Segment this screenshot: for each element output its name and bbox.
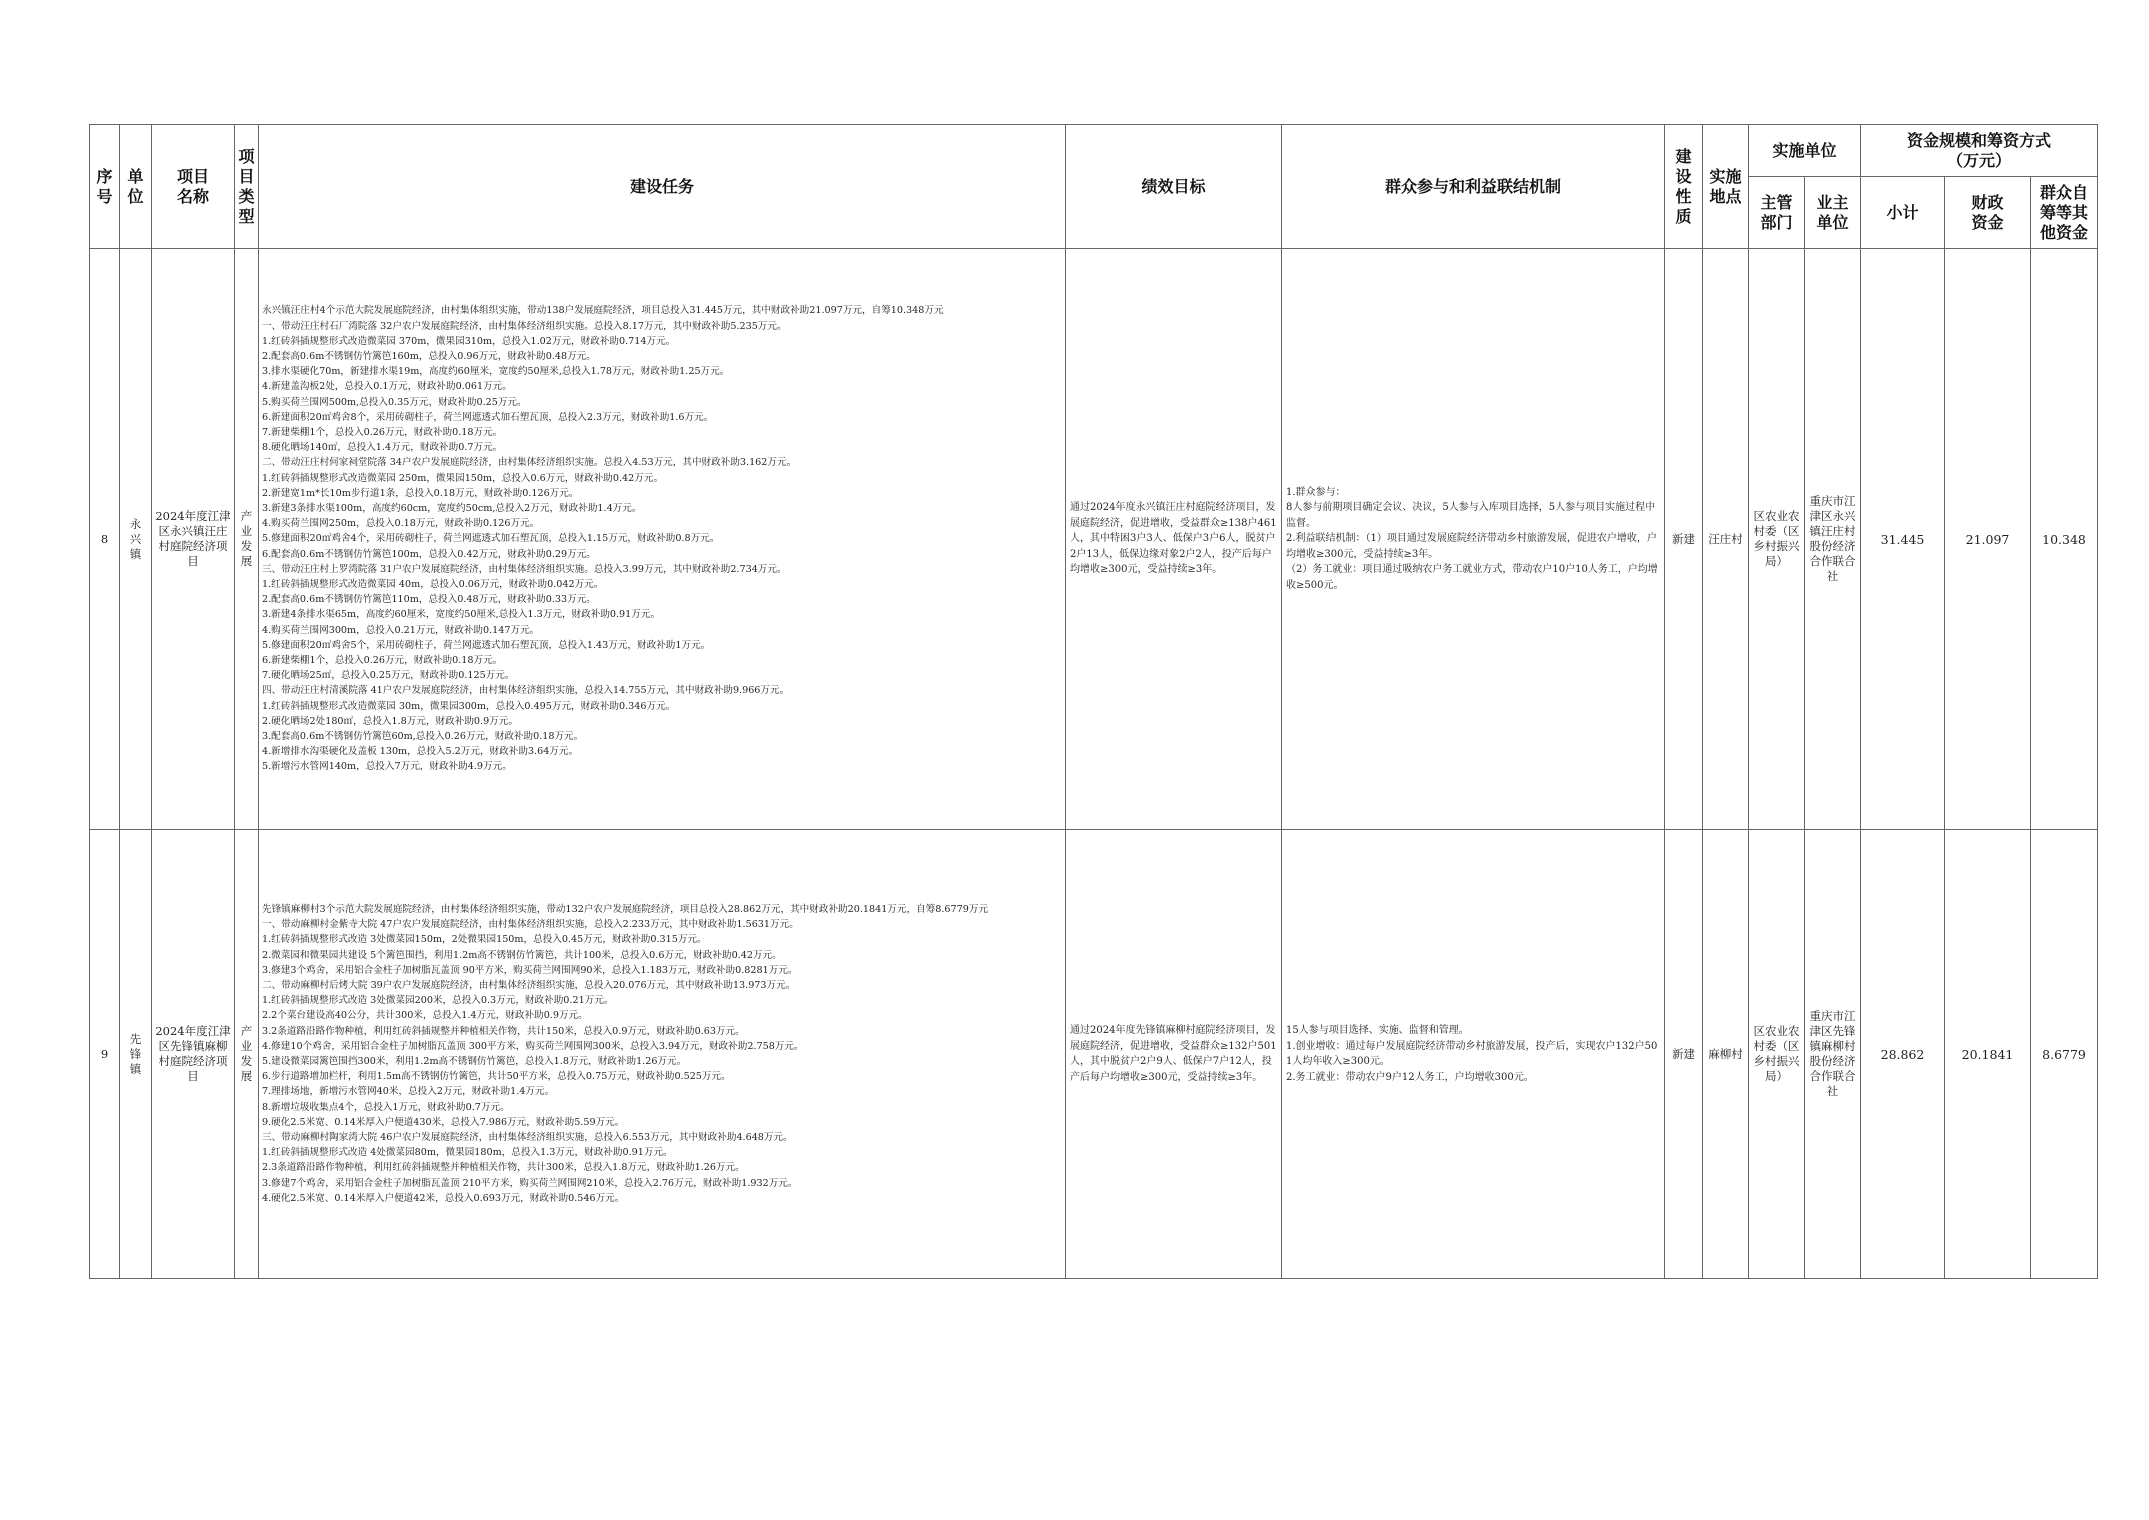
- row-owner: 重庆市江津区永兴镇汪庄村股份经济合作联合社: [1805, 249, 1861, 830]
- table-row: [90, 249, 2098, 830]
- row-fund-fiscal: 20.1841: [1945, 830, 2031, 1279]
- row-task: 先锋镇麻柳村3个示范大院发展庭院经济，由村集体经济组织实施，带动132户农户发展庭院经济，项目总投入28.862万元，其中财政补助20.1841万元，自筹8.6779万元 一、带动麻柳村金紫寺大院 47户农户发展庭院经济，由村集体经济组织实施，总投入2.233万元，其中财政补助1.5631万元。 1.红砖斜插规整形式改造 3处微菜园150m，2处微果园150m，总投入0.45万元，财政补助0.315万元。 2.微菜园和微果园共建设 5个篱笆围挡，利用1.2m高不锈钢仿竹篱笆，共计100米，总投入0.6万元，财政补助0.42万元。 3.修建3个鸡舍，采用铝合金柱子加树脂瓦盖顶 90平方米，购买荷兰网围网90米，总投入1.183万元，财政补助0.8281万元。 二、带动麻柳村后烤大院 39户农户发展庭院经济，由村集体经济组织实施，总投入20.076万元，其中财政补助13.973万元。 1.红砖斜插规整形式改造 3处微菜园200米，总投入0.3万元，财政补助0.21万元。 2.2个菜台建设高40公分，共计300米，总投入1.4万元，财政补助0.9万元。 3.2条道路沿路作物种植，利用红砖斜插规整并种植相关作物，共计150米，总投入0.9万元，财政补助0.63万元。 4.修建10个鸡舍，采用铝合金柱子加树脂瓦盖顶 300平方米，购买荷兰网围网300米，总投入3.94万元，财政补助2.758万元。 5.建设微菜园篱笆围挡300米，利用1.2m高不锈钢仿竹篱笆，总投入1.8万元，财政补助1.26万元。 6.步行道路增加栏杆，利用1.5m高不锈钢仿竹篱笆，共计50平方米，总投入0.75万元，财政补助0.525万元。 7.理排场地，新增污水管网40米，总投入2万元，财政补助1.4万元。 8.新增垃圾收集点4个，总投入1万元，财政补助0.7万元。 9.硬化2.5米宽、0.14米厚入户便道430米，总投入7.986万元，财政补助5.59万元。 三、带动麻柳村陶家湾大院 46户农户发展庭院经济，由村集体经济组织实施，总投入6.553万元，其中财政补助4.648万元。 1.红砖斜插规整形式改造 4处微菜园80m，微果园180m，总投入1.3万元，财政补助0.91万元。 2.3条道路沿路作物种植，利用红砖斜插规整并种植相关作物，共计300米，总投入1.8万元，财政补助1.26万元。 3.修建7个鸡舍，采用铝合金柱子加树脂瓦盖顶 210平方米，购买荷兰网围网210米，总投入2.76万元，财政补助1.932万元。 4.硬化2.5米宽、0.14米厚入户便道42米，总投入0.693万元，财政补助0.546万元。: [259, 830, 1066, 1279]
- header-task: 建设任务: [259, 125, 1066, 249]
- row-mechanism: 1.群众参与： 8人参与前期项目确定会议、决议，5人参与入库项目选择，5人参与项目实施过程中监督。 2.利益联结机制：（1）项目通过发展庭院经济带动乡村旅游发展，促进农户增收，户均增收≥300元，受益持续≥3年。 （2）务工就业：项目通过吸纳农户务工就业方式，带动农户10户10人务工，户均增收≥500元。: [1282, 249, 1665, 830]
- row-dept: 区农业农村委（区乡村振兴局）: [1749, 249, 1805, 830]
- row-dept: 区农业农村委（区乡村振兴局）: [1749, 830, 1805, 1279]
- header-mech: 群众参与和利益联结机制: [1282, 125, 1665, 249]
- header-type: 项目类型: [235, 125, 259, 249]
- row-seq: 8: [90, 249, 120, 830]
- row-fund-total: 31.445: [1861, 249, 1945, 830]
- header-impl-owner: 业主单位: [1805, 177, 1861, 249]
- row-mechanism: 15人参与项目选择、实施、监督和管理。 1.创业增收：通过每户发展庭院经济带动乡村旅游发展，投产后，实现农户132户501人均年收入≥300元。 2.务工就业：带动农户9户12人务工，户均增收300元。: [1282, 830, 1665, 1279]
- row-goal: 通过2024年度先锋镇麻柳村庭院经济项目，发展庭院经济，促进增收，受益群众≥132户501人，其中脱贫户2户9人、低保户7户12人，投产后每户均增收≥300元，受益持续≥3年。: [1066, 830, 1282, 1279]
- header-fund-total: 小计: [1861, 177, 1945, 249]
- row-place: 汪庄村: [1703, 249, 1749, 830]
- row-task: 永兴镇汪庄村4个示范大院发展庭院经济，由村集体组织实施，带动138户发展庭院经济，项目总投入31.445万元，其中财政补助21.097万元，自筹10.348万元 一、带动汪庄村石厂湾院落 32户农户发展庭院经济，由村集体经济组织实施。总投入8.17万元，其中财政补助5.235万元。 1.红砖斜插规整形式改造微菜园 370m，微果园310m，总投入1.02万元，财政补助0.714万元。 2.配套高0.6m不锈钢仿竹篱笆160m，总投入0.96万元，财政补助0.48万元。 3.排水渠硬化70m，新建排水渠19m，高度约60厘米，宽度约50厘米,总投入1.78万元，财政补助1.25万元。 4.新建盖沟板2处，总投入0.1万元，财政补助0.061万元。 5.购买荷兰围网500m,总投入0.35万元，财政补助0.25万元。 6.新建面积20㎡鸡舍8个，采用砖砌柱子，荷兰网遮透式加石塑瓦顶，总投入2.3万元，财政补助1.6万元。 7.新建柴棚1个，总投入0.26万元，财政补助0.18万元。 8.硬化晒场140㎡，总投入1.4万元，财政补助0.7万元。 二、带动汪庄村何家祠堂院落 34户农户发展庭院经济，由村集体经济组织实施。总投入4.53万元，其中财政补助3.162万元。 1.红砖斜插规整形式改造微菜园 250m，微果园150m，总投入0.6万元，财政补助0.42万元。 2.新建宽1m*长10m步行道1条，总投入0.18万元，财政补助0.126万元。 3.新建3条排水渠100m，高度约60cm，宽度约50cm,总投入2万元，财政补助1.4万元。 4.购买荷兰围网250m，总投入0.18万元，财政补助0.126万元。 5.修建面积20㎡鸡舍4个，采用砖砌柱子，荷兰网遮透式加石塑瓦顶，总投入1.15万元，财政补助0.8万元。 6.配套高0.6m不锈钢仿竹篱笆100m，总投入0.42万元，财政补助0.29万元。 三、带动汪庄村上罗湾院落 31户农户发展庭院经济，由村集体经济组织实施。总投入3.99万元，其中财政补助2.734万元。 1.红砖斜插规整形式改造微菜园 40m，总投入0.06万元，财政补助0.042万元。 2.配套高0.6m不锈钢仿竹篱笆110m，总投入0.48万元，财政补助0.33万元。 3.新建4条排水渠65m，高度约60厘米，宽度约50厘米,总投入1.3万元，财政补助0.91万元。 4.购买荷兰围网300m，总投入0.21万元，财政补助0.147万元。 5.修建面积20㎡鸡舍5个，采用砖砌柱子，荷兰网遮透式加石塑瓦顶，总投入1.43万元，财政补助1万元。 6.新建柴棚1个，总投入0.26万元，财政补助0.18万元。 7.硬化晒场25㎡，总投入0.25万元，财政补助0.125万元。 四、带动汪庄村清溪院落 41户农户发展庭院经济，由村集体经济组织实施，总投入14.755万元，其中财政补助9.966万元。 1.红砖斜插规整形式改造微菜园 30m，微果园300m，总投入0.495万元，财政补助0.346万元。 2.硬化晒场2处180㎡，总投入1.8万元，财政补助0.9万元。 3.配套高0.6m不锈钢仿竹篱笆60m,总投入0.26万元，财政补助0.18万元。 4.新增排水沟渠硬化及盖板 130m，总投入5.2万元，财政补助3.64万元。 5.新增污水管网140m，总投入7万元，财政补助4.9万元。: [259, 249, 1066, 830]
- header-unit: 单位: [120, 125, 152, 249]
- header-name: 项目名称: [152, 125, 235, 249]
- row-unit: 先锋镇: [120, 830, 152, 1279]
- row-nature: 新建: [1665, 830, 1703, 1279]
- header-goal: 绩效目标: [1066, 125, 1282, 249]
- row-project-name: 2024年度江津区永兴镇汪庄村庭院经济项目: [152, 249, 235, 830]
- header-fund: 资金规模和筹资方式（万元）: [1861, 125, 2098, 177]
- row-owner: 重庆市江津区先锋镇麻柳村股份经济合作联合社: [1805, 830, 1861, 1279]
- header-nature: 建设性质: [1665, 125, 1703, 249]
- row-fund-fiscal: 21.097: [1945, 249, 2031, 830]
- header-place: 实施地点: [1703, 125, 1749, 249]
- row-seq: 9: [90, 830, 120, 1279]
- row-type: 产业发展: [235, 249, 259, 830]
- row-fund-total: 28.862: [1861, 830, 1945, 1279]
- header-fund-fiscal: 财政资金: [1945, 177, 2031, 249]
- row-fund-other: 8.6779: [2031, 830, 2098, 1279]
- row-project-name: 2024年度江津区先锋镇麻柳村庭院经济项目: [152, 830, 235, 1279]
- header-impl-dept: 主管部门: [1749, 177, 1805, 249]
- project-table: [89, 124, 2098, 1279]
- row-nature: 新建: [1665, 249, 1703, 830]
- row-place: 麻柳村: [1703, 830, 1749, 1279]
- header-fund-other: 群众自筹等其他资金: [2031, 177, 2098, 249]
- row-goal: 通过2024年度永兴镇汪庄村庭院经济项目，发展庭院经济，促进增收，受益群众≥138户461人，其中特困3户3人、低保户3户6人，脱贫户2户13人，低保边缘对象2户2人，投产后每户均增收≥300元，受益持续≥3年。: [1066, 249, 1282, 830]
- header-impl: 实施单位: [1749, 125, 1861, 177]
- row-type: 产业发展: [235, 830, 259, 1279]
- table-row: [90, 830, 2098, 1279]
- row-fund-other: 10.348: [2031, 249, 2098, 830]
- header-seq: 序号: [90, 125, 120, 249]
- row-unit: 永兴镇: [120, 249, 152, 830]
